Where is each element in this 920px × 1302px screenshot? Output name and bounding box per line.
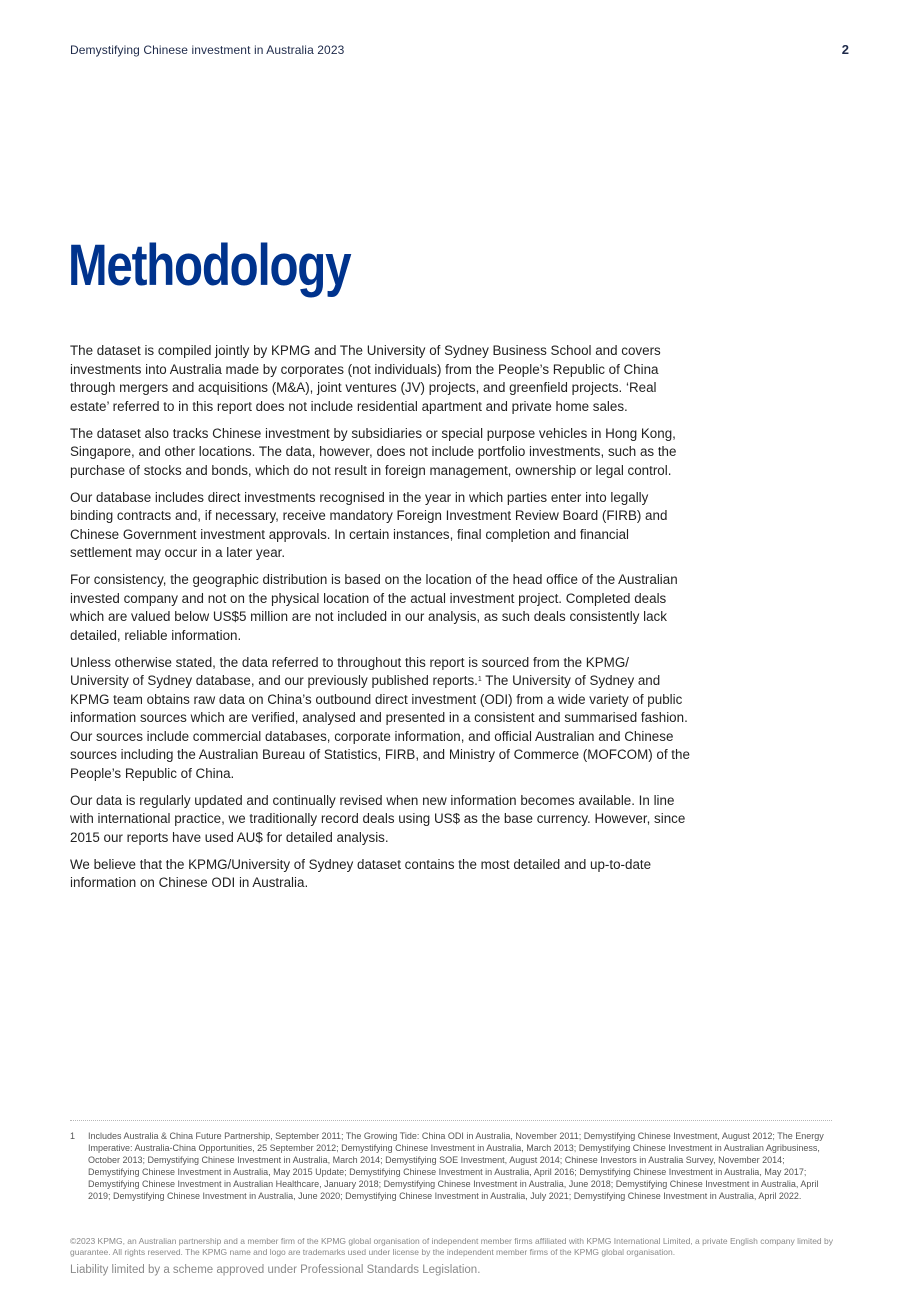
page-title: Methodology [68,233,351,298]
liability-notice: Liability limited by a scheme approved under Professional Standards Legislation. [70,1264,481,1276]
document-title: Demystifying Chinese investment in Australia 2023 [70,43,345,57]
footnote-text: Includes Australia & China Future Partnership, September 2011; The Growing Tide: China ODI in Australia, November 2011; Demystifying Chinese Investment, August 2012; The Energy Imperative: Australia-China Opportunities, 25 September 2012; Demystifying Chinese Investment in Australia, March 2013; Demystifying Chinese Investment in Australian Agribusiness, October 2013; Demystifying Chinese Investment in Australia, March 2014; Demystifying SOE Investment, August 2014; Chinese Investors in Australia Survey, November 2014; Demystifying Chinese Investment in Australia, May 2015 Update; Demystifying Chinese Investment in Australia, April 2016; Demystifying Chinese Investment in Australia, May 2017; Demystifying Chinese Investment in Australian Healthcare, January 2018; Demystifying Chinese Investment in Australia, June 2018; Demystifying Chinese Investment in Australia, April 2019; Demystifying Chinese Investment in Australia, June 2020; Demystifying Chinese Investment in Australia, July 2021; Demystifying Chinese Investment in Australia, April 2022. [88,1131,824,1201]
paragraph: We believe that the KPMG/University of Sydney dataset contains the most detailed and up-to-date information on Chinese ODI in Australia. [70,856,652,890]
footnote-reference[interactable]: 1 [477,676,482,683]
paragraph-text-part: The University of Sydney and KPMG team obtains raw data on China’s outbound direct investment (ODI) from a wide variety of public information sources which are verified, analysed and presented in a consistent and summarised fashion. Our sources include commercial databases, corporate information, and official Australian and Chinese sources including the Australian Bureau of Statistics, FIRB, and Ministry of Commerce (MOFCOM) of the People’s Republic of China. [70,673,690,781]
footnote-divider [70,1120,832,1121]
paragraph: Our data is regularly updated and continually revised when new information becomes available. In line with international practice, we traditionally record deals using US$ as the base currency. However, since 2015 our reports have used AU$ for detailed analysis. [70,792,686,845]
paragraph: The dataset also tracks Chinese investment by subsidiaries or special purpose vehicles in Hong Kong, Singapore, and other locations. The data, however, does not include portfolio investments, such as the purchase of stocks and bonds, which do not result in foreign management, ownership or legal control. [70,425,677,478]
paragraph-text-part: Unless otherwise stated, the data referred to throughout this report is sourced from the KPMG/ University of Sydney database, and our previously published reports. [70,654,629,688]
paragraph-with-footnote [70,654,690,784]
footnote [70,1130,834,1202]
page-number: 2 [841,42,849,57]
methodology-body [70,342,690,901]
paragraph: Our database includes direct investments recognised in the year in which parties enter into legally binding contracts and, if necessary, receive mandatory Foreign Investment Review Board (FIRB) and Chinese Government investment approvals. In certain instances, final completion and financial settlement may occur in a later year. [70,489,668,560]
paragraph: For consistency, the geographic distribution is based on the location of the head office of the Australian invested company and not on the physical location of the actual investment project. Completed deals which are valued below US$5 million are not included in our analysis, as such deals consistently lack detailed, reliable information. [70,572,678,643]
footnote-number: 1 [70,1131,76,1141]
copyright-notice: ©2023 KPMG, an Australian partnership and a member firm of the KPMG global organisation of independent member firms affiliated with KPMG International Limited, a private English company limited by guarantee. All rights reserved. The KPMG name and logo are trademarks used under license by the independent member firms of the KPMG global organisation. [70,1236,833,1257]
paragraph: The dataset is compiled jointly by KPMG and The University of Sydney Business School and covers investments into Australia made by corporates (not individuals) from the People’s Republic of China through mergers and acquisitions (M&A), joint ventures (JV) projects, and greenfield projects. ‘Real estate’ referred to in this report does not include residential apartment and private home sales. [70,343,661,414]
